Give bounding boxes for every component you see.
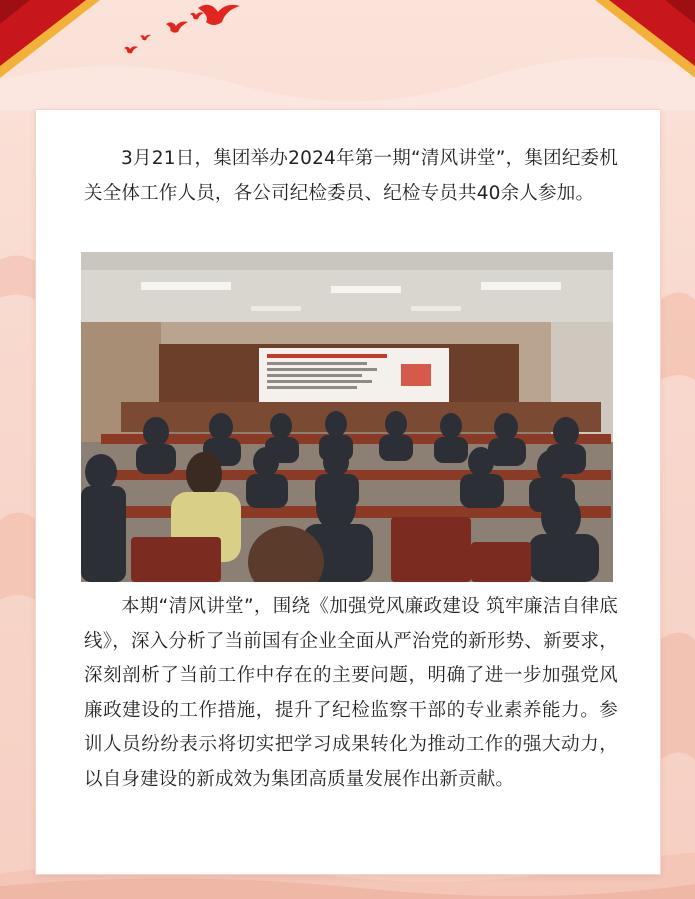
article-paragraph-2: 本期“清风讲堂”，围绕《加强党风廉政建设 筑牢廉洁自律底线》，深入分析了当前国有企业全面从严治党的新形势、新要求，深刻剖析了当前工作中存在的主要问题，明确了进一步加强党风廉政建设的工作措施，提升了纪检监察干部的专业素养能力。参训人员纷纷表示将切实把学习成果转化为推动工作的强大动力，以自身建设的新成效为集团高质量发展作出新贡献。 — [84, 596, 618, 790]
article-paragraph-1: 3月21日，集团举办2024年第一期“清风讲堂”，集团纪委机关全体工作人员，各公司纪检委员、纪检专员共40余人参加。 — [84, 148, 618, 204]
flying-birds-icon — [118, 0, 258, 70]
article-card — [36, 110, 660, 874]
meeting-room-lecture-photo — [81, 252, 613, 582]
ribbon-corner-left — [0, 0, 110, 90]
ribbon-corner-right — [585, 0, 695, 90]
